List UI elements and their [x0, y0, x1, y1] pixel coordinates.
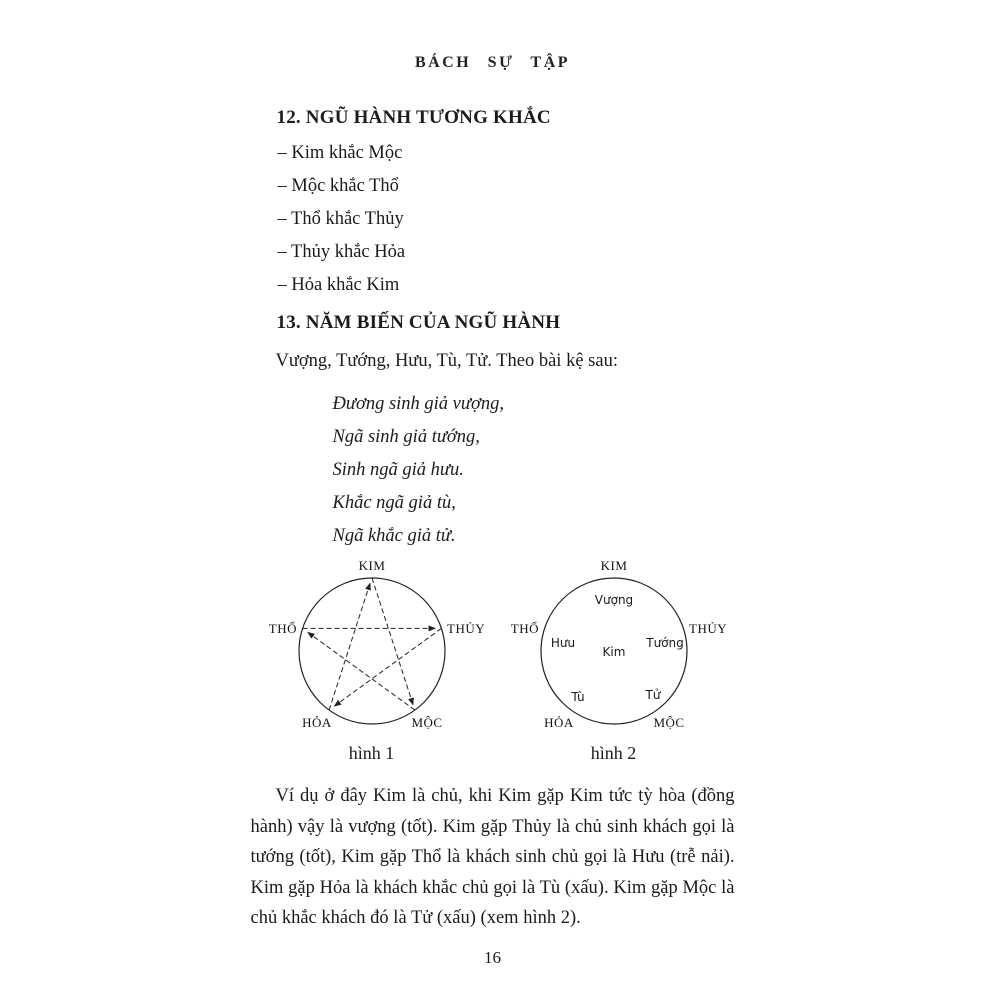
fig2-inner-tu-bad: Tù	[570, 690, 585, 704]
list-item: – Thổ khắc Thủy	[277, 209, 404, 229]
figures-row	[251, 555, 735, 765]
section-12-heading: 12. NGŨ HÀNH TƯƠNG KHẮC	[276, 107, 551, 128]
list-item: – Thủy khắc Hỏa	[277, 242, 406, 262]
arrow-thuy-hoa	[334, 628, 441, 706]
section-13-intro: Vượng, Tướng, Hưu, Tù, Tử. Theo bài kệ sau:	[275, 351, 618, 371]
section-13-heading: 13. NĂM BIẾN CỦA NGŨ HÀNH	[276, 312, 561, 333]
fig1-label-moc: MỘC	[410, 715, 443, 730]
figure-2-caption: hình 2	[590, 743, 637, 763]
list-item: – Kim khắc Mộc	[277, 143, 403, 163]
arrow-hoa-kim	[329, 584, 370, 711]
fig2-label-tho: THỔ	[510, 621, 539, 636]
fig1-label-hoa: HỎA	[301, 715, 332, 730]
figure-2-diagram	[499, 555, 729, 741]
verse-line: Đương sinh giả vượng,	[332, 394, 504, 414]
list-item: – Hỏa khắc Kim	[277, 275, 400, 295]
fig2-inner-vuong: Vượng	[594, 593, 633, 607]
fig2-label-kim: KIM	[600, 558, 627, 573]
arrow-moc-tho	[308, 633, 415, 711]
verse-line: Ngã khắc giả tử.	[332, 526, 456, 546]
fig1-label-tho: THỔ	[268, 621, 297, 636]
verse-line: Sinh ngã giả hưu.	[332, 460, 464, 480]
fig2-inner-huu: Hưu	[550, 636, 575, 650]
figure-1-diagram	[257, 555, 487, 741]
khac-list	[251, 137, 735, 302]
page-content	[251, 105, 735, 934]
list-item: – Mộc khắc Thổ	[277, 176, 399, 196]
fig2-label-thuy: THỦY	[688, 621, 727, 636]
verse-line: Khắc ngã giả tù,	[332, 493, 456, 513]
figure-1	[257, 555, 487, 765]
fig1-label-thuy: THỦY	[446, 621, 485, 636]
page-number: 16	[484, 947, 501, 967]
fig2-inner-kim: Kim	[602, 645, 625, 659]
running-header: BÁCH SỰ TẬP	[414, 54, 571, 71]
khac-cycle-arrows	[302, 578, 441, 710]
fig1-label-kim: KIM	[358, 558, 385, 573]
fig1-circle	[299, 578, 445, 724]
example-paragraph: Ví dụ ở đây Kim là chủ, khi Kim gặp Kim tức tỳ hòa (đồng hành) vậy là vượng (tốt). Kim gặp Thủy là chủ sinh khách gọi là tướng (tốt), Kim gặp Thổ là khách sinh chủ gọi là Hưu (trễ nải). Kim gặp Hỏa là khách khắc chủ gọi là Tù (xấu). Kim gặp Mộc là chủ khắc khách đó là Tử (xấu) (xem hình 2).	[250, 786, 735, 928]
verse-block	[251, 388, 735, 553]
fig2-inner-tu-dead: Tử	[645, 688, 660, 702]
fig2-label-moc: MỘC	[652, 715, 685, 730]
figure-2	[499, 555, 729, 765]
fig2-label-hoa: HỎA	[543, 715, 574, 730]
verse-line: Ngã sinh giả tướng,	[332, 427, 480, 447]
fig2-inner-tuong: Tướng	[645, 636, 684, 650]
arrow-kim-moc	[372, 578, 413, 705]
figure-1-caption: hình 1	[348, 743, 395, 763]
